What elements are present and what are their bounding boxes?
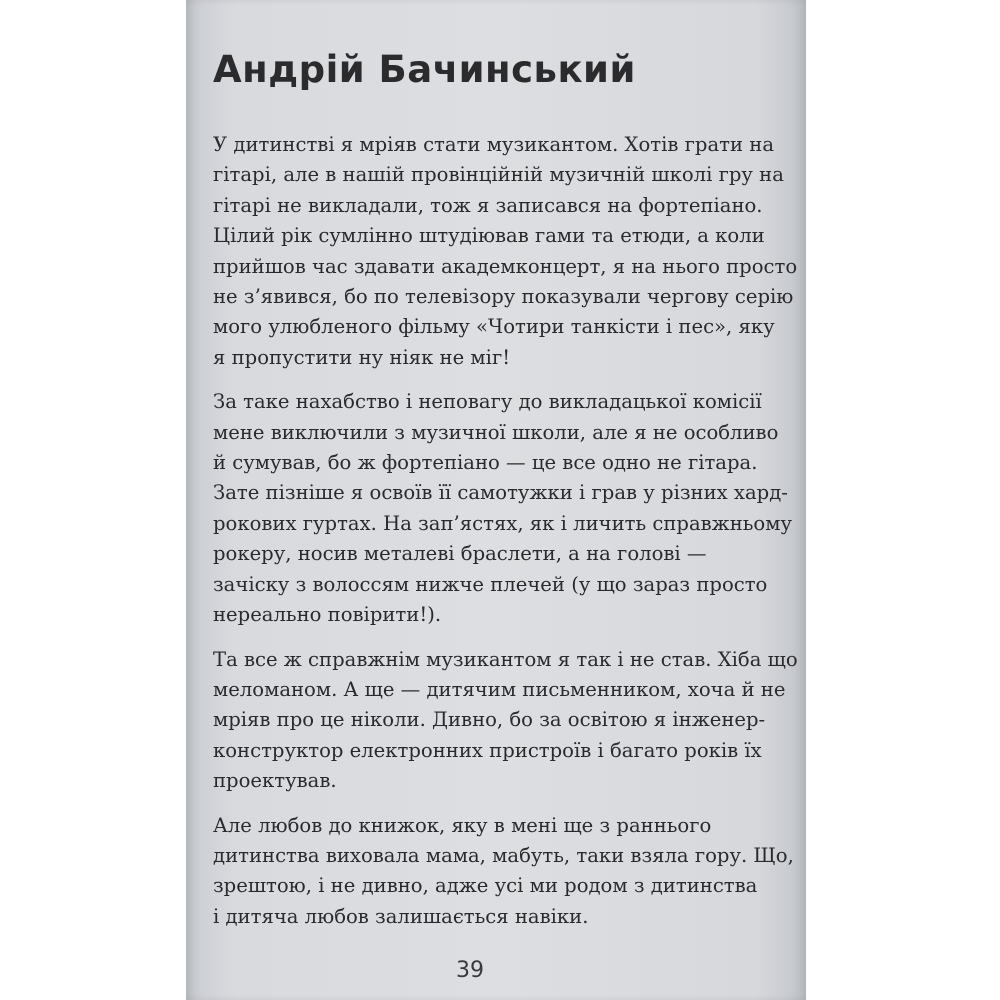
text-line: мріяв про це ніколи. Дивно, бо за освітою я інженер- xyxy=(213,708,766,732)
text-line: і дитяча любов залишається навіки. xyxy=(213,904,589,928)
text-line: конструктор електронних пристроїв і багато років їх xyxy=(213,738,762,762)
paragraph-2 xyxy=(213,387,793,630)
text-line: я пропустити ну ніяк не міг! xyxy=(213,345,511,369)
text-line: зачіску з волоссям нижче плечей (у що зараз просто xyxy=(213,572,768,596)
text-line: Та все ж справжнім музикантом я так і не став. Хіба що xyxy=(213,647,798,671)
text-line: гітарі не викладали, тож я записався на фортепіано. xyxy=(213,193,763,217)
text-line: не з’явився, бо по телевізору показували чергову серію xyxy=(213,285,794,309)
text-line: проектував. xyxy=(213,769,337,793)
text-line: Цілий рік сумлінно штудіював гами та етюди, а коли xyxy=(213,224,765,248)
paragraph-4 xyxy=(213,811,793,933)
paragraph-1 xyxy=(213,130,798,373)
text-line: мого улюбленого фільму «Чотири танкісти і пес», яку xyxy=(213,315,775,339)
text-line: Але любов до книжок, яку в мені ще з раннього xyxy=(213,813,712,837)
text-line: дитинства виховала мама, мабуть, таки взяла гору. Що, xyxy=(213,843,794,867)
text-line: й сумував, бо ж фортепіано — це все одно не гітара. xyxy=(213,451,758,475)
book-page xyxy=(186,0,806,1000)
text-line: нереально повірити!). xyxy=(213,603,442,627)
text-line: Зате пізніше я освоїв її самотужки і грав у різних хард- xyxy=(213,481,788,505)
text-line: У дитинстві я мріяв стати музикантом. Хотів грати на xyxy=(213,133,774,156)
page-number: 39 xyxy=(456,958,484,983)
text-line: меломаном. А ще — дитячим письменником, хоча й не xyxy=(213,677,786,701)
text-line: рокеру, носив металеві браслети, а на голові — xyxy=(213,542,707,566)
text-line: мене виключили з музичної школи, але я не особливо xyxy=(213,420,779,444)
text-line: гітарі, але в нашій провінційній музичній школі гру на xyxy=(213,163,784,187)
author-heading: Андрій Бачинський xyxy=(213,48,636,91)
text-line: За таке нахабство і неповагу до викладацької комісії xyxy=(213,390,762,414)
text-line: рокових гуртах. На зап’ястях, як і личить справжньому xyxy=(213,511,793,535)
paragraph-3 xyxy=(213,645,798,797)
text-line: зрештою, і не дивно, адже усі ми родом з дитинства xyxy=(213,874,758,898)
body-text xyxy=(213,130,798,946)
text-line: прийшов час здавати академконцерт, я на нього просто xyxy=(213,254,798,278)
